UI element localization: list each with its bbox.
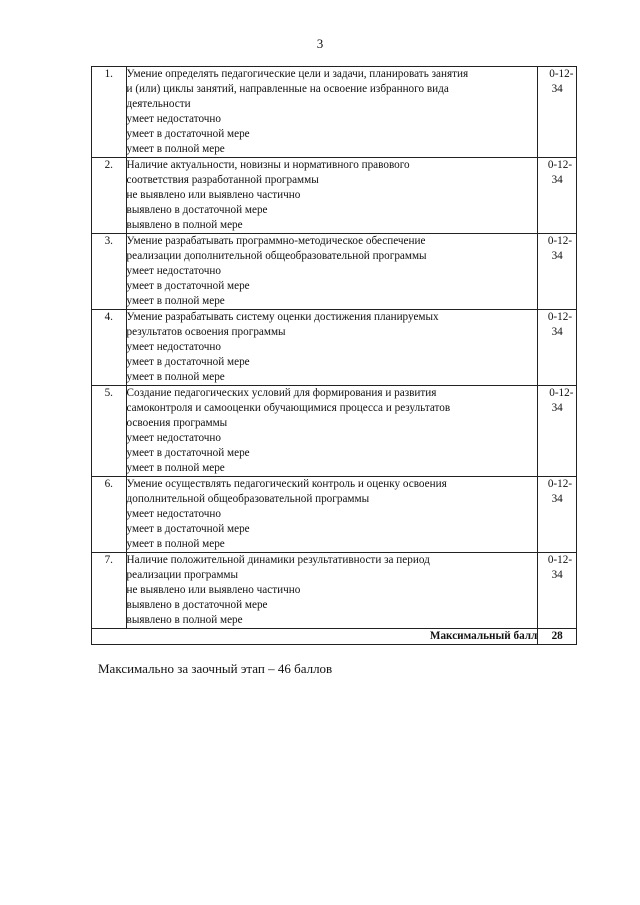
criterion-score: 2-3 xyxy=(551,68,574,95)
total-label: Максимальный балл xyxy=(92,629,538,645)
criterion-number: 4. xyxy=(92,310,127,386)
criterion-row xyxy=(92,553,577,629)
criterion-option: умеет недостаточно xyxy=(126,265,221,277)
criterion-title-line: реализации программы xyxy=(126,569,239,581)
criterion-option: не выявлено или выявлено частично xyxy=(126,584,301,596)
criterion-title-line: Умение разрабатывать систему оценки достижения планируемых xyxy=(126,311,439,323)
criterion-score: 4 xyxy=(557,250,563,262)
criterion-score: 4 xyxy=(557,174,563,186)
criterion-score: 2-3 xyxy=(551,478,573,505)
criterion-title-line: Наличие актуальности, новизны и нормативного правового xyxy=(126,159,410,171)
criterion-title-line: и (или) циклы занятий, направленные на освоение избранного вида xyxy=(126,83,449,95)
criterion-option: умеет в достаточной мере xyxy=(126,447,250,459)
criterion-scores xyxy=(538,553,577,629)
criterion-score: 2-3 xyxy=(551,554,573,581)
criterion-row xyxy=(92,477,577,553)
criterion-row xyxy=(92,158,577,234)
criterion-title-line: Умение разрабатывать программно-методическое обеспечение xyxy=(126,235,426,247)
criterion-option: умеет в достаточной мере xyxy=(126,523,250,535)
criterion-description xyxy=(126,386,538,477)
criterion-scores xyxy=(538,158,577,234)
criterion-option: выявлено в достаточной мере xyxy=(126,204,268,216)
criterion-score: 4 xyxy=(557,402,563,414)
criterion-description xyxy=(126,158,538,234)
criterion-row xyxy=(92,234,577,310)
criterion-title-line: Умение определять педагогические цели и задачи, планировать занятия xyxy=(126,68,469,80)
criterion-option: умеет недостаточно xyxy=(126,113,221,125)
criterion-number: 1. xyxy=(92,67,127,158)
criterion-option: умеет в полной мере xyxy=(126,143,225,155)
criterion-row xyxy=(92,67,577,158)
criterion-option: умеет недостаточно xyxy=(126,341,221,353)
criterion-description xyxy=(126,477,538,553)
criterion-title-line: освоения программы xyxy=(126,417,228,429)
criterion-title-line: дополнительной общеобразовательной программы xyxy=(126,493,370,505)
criterion-score: 4 xyxy=(557,493,563,505)
criterion-score: 4 xyxy=(557,569,563,581)
criterion-option: умеет в достаточной мере xyxy=(126,356,250,368)
criterion-option: умеет в полной мере xyxy=(126,462,225,474)
criterion-score: 2-3 xyxy=(551,387,574,414)
criterion-score: 0-1 xyxy=(549,68,565,80)
criterion-scores xyxy=(538,310,577,386)
criterion-scores xyxy=(538,477,577,553)
criterion-option: выявлено в полной мере xyxy=(126,614,243,626)
criterion-description xyxy=(126,310,538,386)
criterion-option: умеет в достаточной мере xyxy=(126,280,250,292)
criterion-row xyxy=(92,310,577,386)
criterion-option: выявлено в достаточной мере xyxy=(126,599,268,611)
criterion-title-line: Умение осуществлять педагогический контроль и оценку освоения xyxy=(126,478,447,490)
criterion-number: 2. xyxy=(92,158,127,234)
criterion-scores xyxy=(538,386,577,477)
total-row xyxy=(92,629,577,645)
criterion-score: 2-3 xyxy=(551,159,573,186)
criterion-option: умеет в полной мере xyxy=(126,371,225,383)
criterion-score: 0-1 xyxy=(549,387,565,399)
criterion-score: 0-1 xyxy=(547,478,563,490)
criterion-option: умеет в полной мере xyxy=(126,295,225,307)
criterion-option: умеет недостаточно xyxy=(126,508,221,520)
criterion-score: 2-3 xyxy=(551,311,573,338)
criterion-description xyxy=(126,553,538,629)
criterion-option: не выявлено или выявлено частично xyxy=(126,189,301,201)
criteria-table xyxy=(91,66,577,645)
footer-note: Максимально за заочный этап – 46 баллов xyxy=(98,661,333,676)
criterion-option: выявлено в полной мере xyxy=(126,219,243,231)
criterion-option: умеет недостаточно xyxy=(126,432,221,444)
criterion-title-line: реализации дополнительной общеобразовательной программы xyxy=(126,250,427,262)
criterion-scores xyxy=(538,234,577,310)
criterion-score: 0-1 xyxy=(547,159,563,171)
criterion-score: 4 xyxy=(557,83,563,95)
page-number: 3 xyxy=(316,36,324,51)
criterion-title-line: самоконтроля и самооценки обучающимися процесса и результатов xyxy=(126,402,451,414)
criterion-title-line: Создание педагогических условий для формирования и развития xyxy=(126,387,437,399)
criterion-title-line: Наличие положительной динамики результативности за период xyxy=(126,554,430,566)
criterion-score: 0-1 xyxy=(547,235,563,247)
criterion-title-line: соответствия разработанной программы xyxy=(126,174,319,186)
criterion-score: 4 xyxy=(557,326,563,338)
criterion-scores xyxy=(538,67,577,158)
criterion-description xyxy=(126,67,538,158)
criteria-table-body xyxy=(92,67,577,645)
criterion-title-line: деятельности xyxy=(126,98,191,110)
criterion-option: умеет в полной мере xyxy=(126,538,225,550)
criterion-description xyxy=(126,234,538,310)
criterion-title-line: результатов освоения программы xyxy=(126,326,286,338)
criterion-score: 0-1 xyxy=(547,554,563,566)
criterion-score: 0-1 xyxy=(547,311,563,323)
criterion-row xyxy=(92,386,577,477)
criterion-number: 3. xyxy=(92,234,127,310)
criterion-score: 2-3 xyxy=(551,235,573,262)
criterion-number: 5. xyxy=(92,386,127,477)
criterion-option: умеет в достаточной мере xyxy=(126,128,250,140)
criterion-number: 7. xyxy=(92,553,127,629)
total-value: 28 xyxy=(538,629,577,645)
criterion-number: 6. xyxy=(92,477,127,553)
